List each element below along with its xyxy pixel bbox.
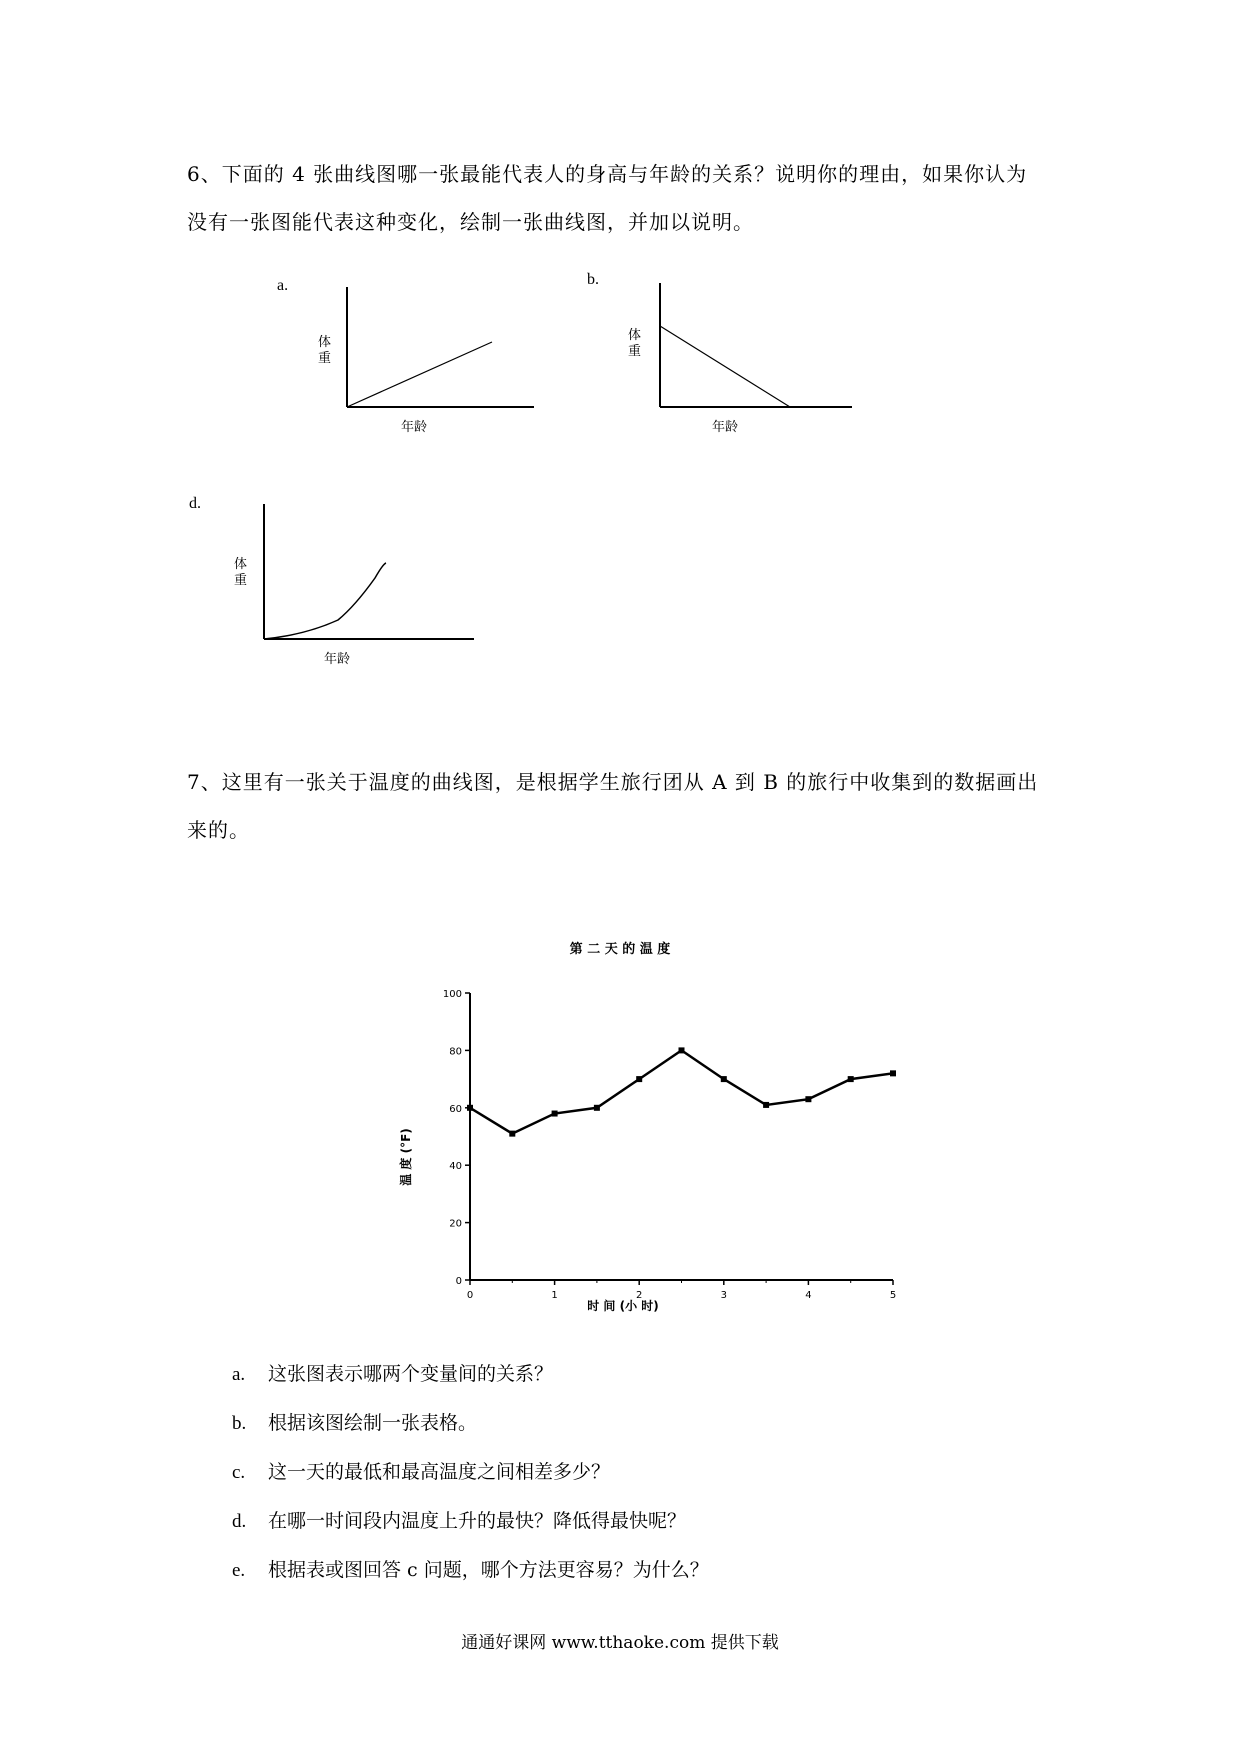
data-point	[763, 1102, 769, 1108]
x-tick-label: 1	[551, 1290, 558, 1301]
data-point	[509, 1131, 515, 1137]
data-point	[552, 1111, 558, 1117]
subquestion-b	[232, 1409, 709, 1438]
data-point	[594, 1105, 600, 1111]
data-point	[890, 1070, 896, 1076]
data-point	[805, 1096, 811, 1102]
q6-text	[187, 150, 1087, 246]
graph-d-xlabel: 年龄	[324, 652, 351, 667]
y-tick-label: 20	[449, 1218, 462, 1230]
x-tick-label: 5	[889, 1290, 897, 1301]
y-tick-label: 60	[449, 1103, 462, 1115]
subquestion-c	[232, 1458, 709, 1487]
subquestion-e	[232, 1556, 709, 1585]
graph-a-ylabel: 体重	[318, 335, 332, 366]
q7-line1: 7、这里有一张关于温度的曲线图，是根据学生旅行团从 A 到 B 的旅行中收集到的数据画出	[187, 770, 1039, 794]
subquestion-d-letter: d.	[232, 1511, 247, 1532]
subquestion-d-text: 在哪一时间段内温度上升的最快？降低得最快呢？	[268, 1510, 687, 1532]
x-tick-label: 0	[466, 1290, 474, 1301]
subquestion-d	[232, 1507, 709, 1536]
subquestion-e-letter: e.	[232, 1560, 246, 1581]
subquestion-b-text: 根据该图绘制一张表格。	[268, 1412, 478, 1434]
q7-subquestions	[232, 1360, 709, 1585]
graph-d	[250, 500, 480, 650]
data-point	[848, 1076, 854, 1082]
graph-d-label: d.	[189, 495, 201, 512]
data-point	[636, 1076, 642, 1082]
chart-series-line	[470, 1050, 893, 1133]
chart-axes	[470, 993, 893, 1280]
x-tick-label: 3	[720, 1290, 727, 1301]
q7-line2: 来的。	[187, 818, 250, 842]
subquestion-c-letter: c.	[232, 1462, 246, 1483]
chart-ylabel: 温 度 (°F)	[399, 1128, 413, 1186]
graph-d-ylabel: 体重	[234, 557, 248, 588]
data-point	[679, 1047, 685, 1053]
graph-a-xlabel: 年龄	[401, 420, 428, 435]
x-tick-label: 4	[805, 1290, 812, 1301]
graph-a-label: a.	[277, 277, 289, 294]
graph-b-xlabel: 年龄	[712, 420, 739, 435]
y-tick-label: 100	[442, 989, 462, 1000]
subquestion-a-letter: a.	[232, 1364, 246, 1385]
subquestion-b-letter: b.	[232, 1413, 247, 1434]
graph-b-label: b.	[587, 271, 599, 288]
subquestion-a	[232, 1360, 709, 1389]
q6-line2: 没有一张图能代表这种变化，绘制一张曲线图，并加以说明。	[187, 210, 754, 234]
data-point	[721, 1076, 727, 1082]
chart-title: 第 二 天 的 温 度	[569, 942, 671, 957]
footer-text: 通通好课网 www.tthaoke.com 提供下载	[461, 1633, 779, 1653]
graph-a-curve	[347, 342, 492, 407]
subquestion-c-text: 这一天的最低和最高温度之间相差多少？	[268, 1461, 611, 1483]
chart-xlabel: 时 间 (小 时)	[587, 1299, 659, 1313]
graph-d-curve	[264, 563, 386, 639]
q6-line1: 6、下面的 4 张曲线图哪一张最能代表人的身高与年龄的关系？说明你的理由，如果你认为	[187, 162, 1028, 186]
subquestion-e-text: 根据表或图回答 c 问题，哪个方法更容易？为什么？	[268, 1559, 709, 1581]
chart-ticks	[443, 989, 896, 1301]
graph-b	[640, 280, 860, 440]
temperature-chart	[370, 925, 910, 1325]
y-tick-label: 40	[449, 1161, 462, 1173]
x-tick-label: 2	[636, 1290, 643, 1301]
graph-b-curve	[660, 326, 790, 407]
graph-b-ylabel: 体重	[628, 328, 642, 359]
subquestion-a-text: 这张图表示哪两个变量间的关系？	[268, 1363, 554, 1385]
y-tick-label: 80	[449, 1046, 462, 1058]
data-point	[467, 1105, 473, 1111]
y-tick-label: 0	[455, 1276, 462, 1287]
q7-text	[187, 758, 1087, 854]
